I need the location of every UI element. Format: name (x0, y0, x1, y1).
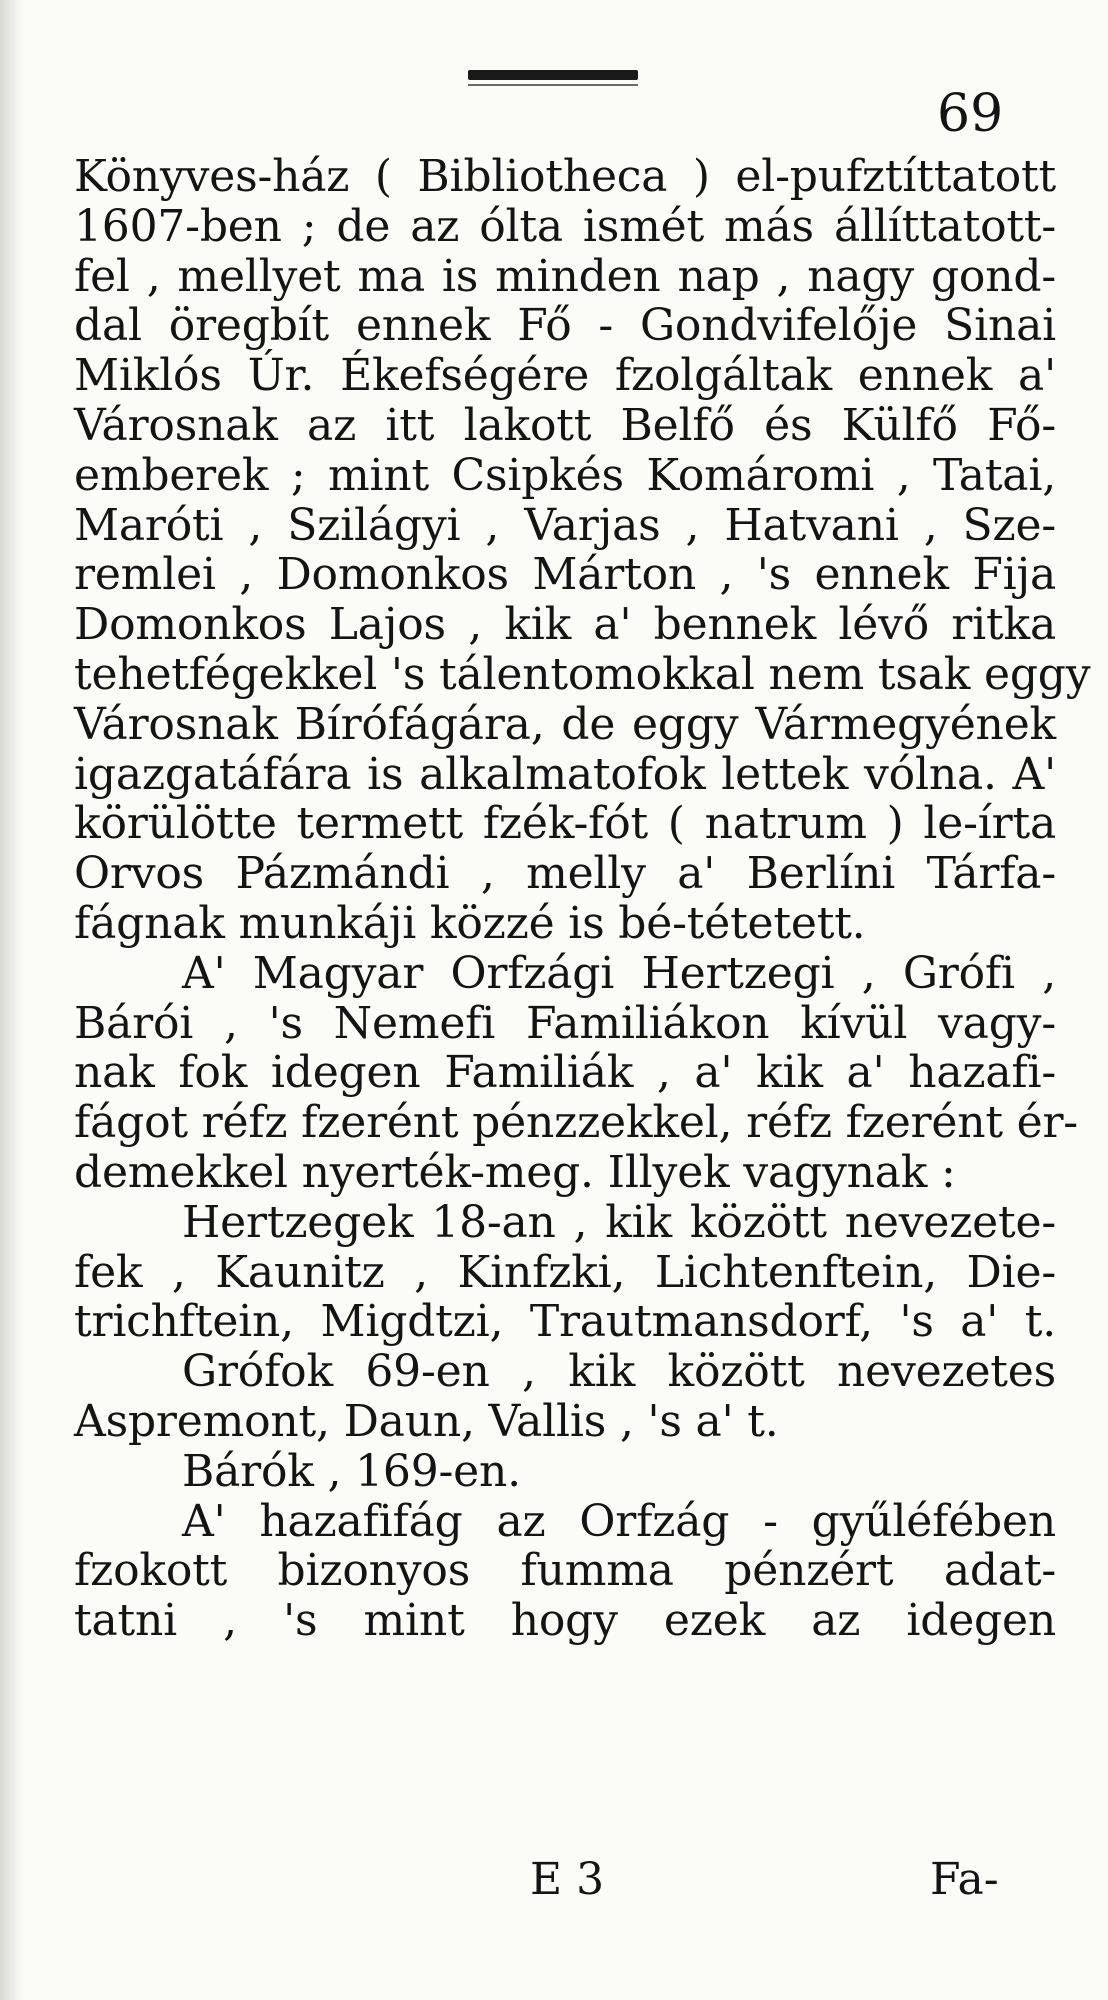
text-line: igazgatáfára is alkalmatofok lettek vólna. A' (74, 748, 1056, 800)
text-line: remlei , Domonkos Márton , 's ennek Fija (74, 549, 1056, 601)
text-line: 1607-ben ; de az ólta ismét más állíttatott- (74, 200, 1056, 252)
text-line: fek , Kaunitz , Kinfzki, Lichtenftein, Die- (74, 1246, 1056, 1298)
text-line: fágnak munkáji közzé is bé-tétetett. (74, 897, 866, 949)
body-text (74, 151, 1091, 1647)
text-line: tatni , 's mint hogy ezek az idegen (74, 1595, 1056, 1647)
page-edge-shadow (0, 0, 26, 2000)
text-line: tehetfégekkel 's tálentomokkal nem tsak eggy (74, 648, 1091, 700)
text-line: fel , mellyet ma is minden nap , nagy gond- (74, 250, 1056, 302)
text-line: körülötte termett fzék-fót ( natrum ) le-írta (74, 798, 1056, 850)
text-line: A' Magyar Orfzági Hertzegi , Grófi , (182, 947, 1056, 999)
text-line: Miklós Úr. Ékefségére fzolgáltak ennek a' (74, 350, 1056, 402)
text-line: Városnak az itt lakott Belfő és Külfő Fő- (74, 399, 1056, 451)
text-line: Bárói , 's Nemefi Familiákon kívül vagy- (74, 997, 1056, 1049)
text-line: Bárók , 169-en. (182, 1445, 521, 1497)
text-line: A' hazafifág az Orfzág - gyűléfében (182, 1495, 1056, 1547)
signature-mark: E 3 (530, 1854, 605, 1905)
text-line: Orvos Pázmándi , melly a' Berlíni Tárfa- (74, 848, 1056, 900)
page-number: 69 (937, 84, 1004, 144)
text-line: Hertzegek 18-an , kik között nevezete- (182, 1196, 1056, 1248)
text-line: nak fok idegen Familiák , a' kik a' hazafi- (74, 1047, 1056, 1099)
text-line: trichftein, Migdtzi, Trautmansdorf, 's a' t. (74, 1296, 1056, 1348)
header-ornament-rule (468, 70, 638, 80)
text-line: fágot réfz fzerént pénzzekkel, réfz fzerént ér- (74, 1097, 1078, 1149)
text-line: emberek ; mint Csipkés Komáromi , Tatai, (74, 449, 1056, 501)
catchword: Fa- (930, 1854, 999, 1905)
text-line: Könyves-ház ( Bibliotheca ) el-pufztíttatott (74, 151, 1056, 202)
text-line: Grófok 69-en , kik között nevezetes (182, 1346, 1056, 1398)
text-line: fzokott bizonyos fumma pénzért adat- (74, 1545, 1056, 1597)
text-line: demekkel nyerték-meg. Illyek vagynak : (74, 1146, 956, 1198)
text-line: Aspremont, Daun, Vallis , 's a' t. (74, 1395, 779, 1447)
text-line: Maróti , Szilágyi , Varjas , Hatvani , Sze- (74, 499, 1056, 551)
text-line: Városnak Bírófágára, de eggy Vármegyének (74, 698, 1056, 750)
text-line: Domonkos Lajos , kik a' bennek lévő ritka (74, 599, 1056, 651)
text-line: dal öregbít ennek Fő - Gondvifelője Sinai (74, 300, 1056, 352)
page-footer (0, 1850, 1108, 1910)
